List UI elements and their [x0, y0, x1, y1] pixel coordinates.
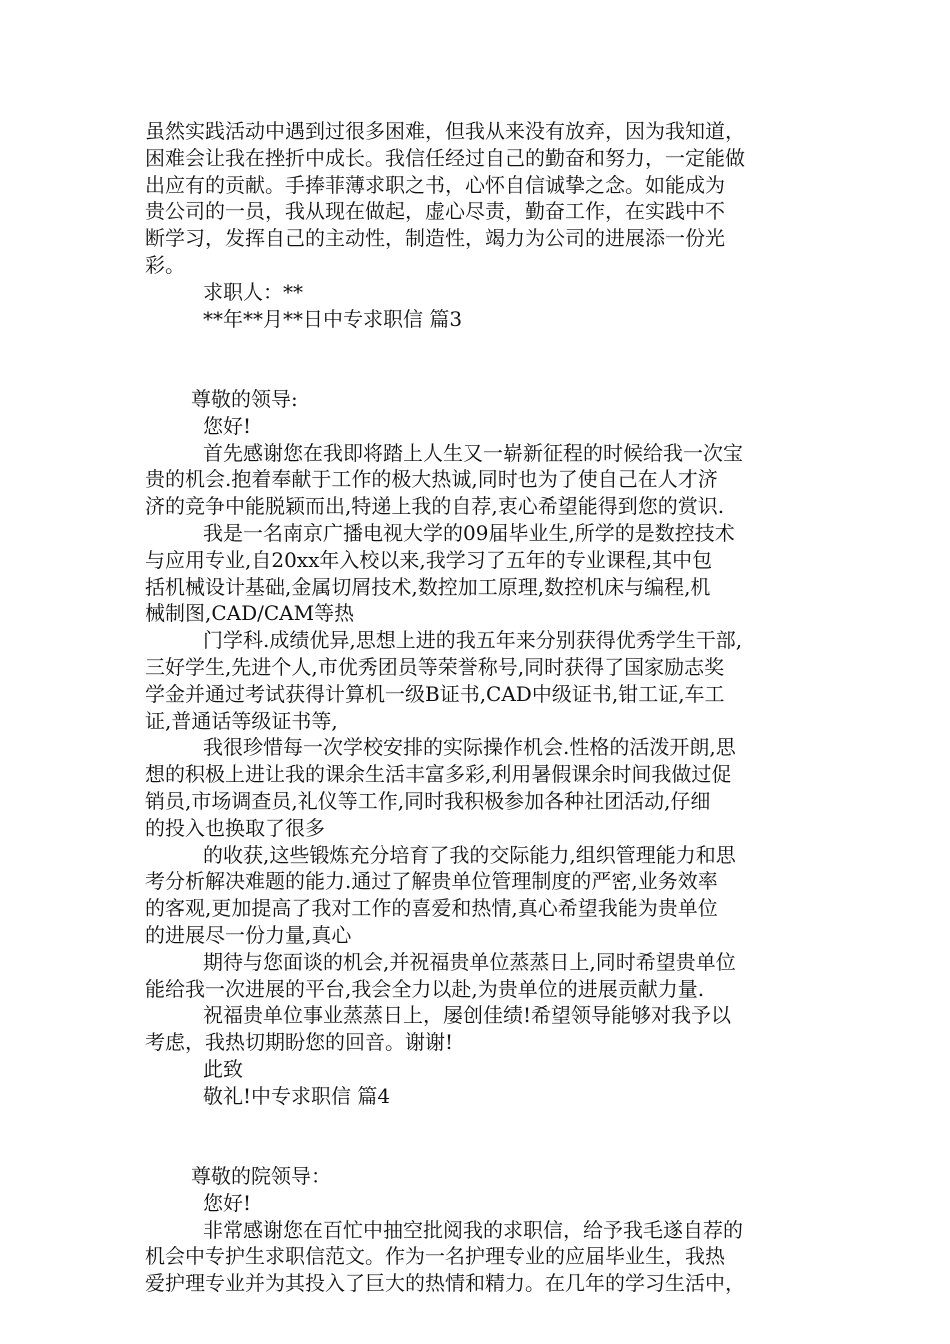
text-line: 敬礼!中专求职信 篇4: [203, 1083, 391, 1108]
text-line: 我很珍惜每一次学校安排的实际操作机会.性格的活泼开朗,思: [203, 735, 736, 760]
text-line: 彩。: [145, 252, 185, 277]
text-line: 销员,市场调查员,礼仪等工作,同时我积极参加各种社团活动,仔细: [145, 788, 711, 813]
text-line: 尊敬的领导:: [191, 386, 298, 411]
text-line: 的收获,这些锻炼充分培育了我的交际能力,组织管理能力和思: [203, 842, 736, 867]
text-line: 您好!: [203, 1190, 252, 1215]
text-line: 尊敬的院领导：: [191, 1164, 331, 1189]
text-line: 济的竞争中能脱颖而出,特递上我的自荐,衷心希望能得到您的赏识.: [145, 494, 725, 519]
text-line: 困难会让我在挫折中成长。我信任经过自己的勤奋和努力，一定能做: [145, 145, 745, 170]
section-gap: [145, 1109, 825, 1163]
text-line: 祝福贵单位事业蒸蒸日上，屡创佳绩!希望领导能够对我予以: [203, 1003, 732, 1028]
document-page: [145, 118, 825, 1297]
text-line: 与应用专业,自20xx年入校以来,我学习了五年的专业课程,其中包: [145, 547, 713, 572]
text-line: 爱护理专业并为其投入了巨大的热情和精力。在几年的学习生活中，: [145, 1271, 745, 1296]
text-line: 此致: [203, 1056, 243, 1081]
text-line: 贵的机会.抱着奉献于工作的极大热诚,同时也为了使自己在人才济: [145, 467, 718, 492]
text-line: 考虑，我热切期盼您的回音。谢谢!: [145, 1030, 454, 1055]
text-line: 的客观,更加提高了我对工作的喜爱和热情,真心希望我能为贵单位: [145, 896, 718, 921]
text-line: **年**月**日中专求职信 篇3: [203, 306, 463, 331]
text-line: 非常感谢您在百忙中抽空批阅我的求职信，给予我毛遂自荐的: [203, 1217, 743, 1242]
text-line: 的进展尽一份力量,真心: [145, 922, 352, 947]
text-line: 贵公司的一员，我从现在做起，虚心尽责，勤奋工作，在实践中不: [145, 199, 725, 224]
text-line: 期待与您面谈的机会,并祝福贵单位蒸蒸日上,同时希望贵单位: [203, 949, 736, 974]
text-line: 想的积极上进让我的课余生活丰富多彩,利用暑假课余时间我做过促: [145, 762, 732, 787]
text-line: 出应有的贡献。手捧菲薄求职之书，心怀自信诚挚之念。如能成为: [145, 172, 725, 197]
text-line: 首先感谢您在我即将踏上人生又一崭新征程的时候给我一次宝: [203, 440, 743, 465]
text-line: 械制图,CAD/CAM等热: [145, 601, 355, 626]
text-line: 您好!: [203, 413, 252, 438]
text-line: 求职人：**: [203, 279, 303, 304]
text-line: 能给我一次进展的平台,我会全力以赴,为贵单位的进展贡献力量.: [145, 976, 705, 1001]
text-line: 的投入也换取了很多: [145, 815, 325, 840]
text-line: 括机械设计基础,金属切屑技术,数控加工原理,数控机床与编程,机: [145, 574, 711, 599]
text-line: 虽然实践活动中遇到过很多困难，但我从来没有放弃，因为我知道，: [145, 119, 745, 143]
text-line: 断学习，发挥自己的主动性，制造性，竭力为公司的进展添一份光: [145, 226, 725, 251]
text-line: 机会中专护生求职信范文。作为一名护理专业的应届毕业生，我热: [145, 1244, 725, 1269]
text-line: 三好学生,先进个人,市优秀团员等荣誉称号,同时获得了国家励志奖: [145, 654, 725, 679]
text-line: 门学科.成绩优异,思想上进的我五年来分别获得优秀学生干部,: [203, 628, 743, 653]
text-line: 我是一名南京广播电视大学的09届毕业生,所学的是数控技术: [203, 520, 735, 545]
text-line: 学金并通过考试获得计算机一级B证书,CAD中级证书,钳工证,车工: [145, 681, 725, 706]
text-line: 考分析解决难题的能力.通过了解贵单位管理制度的严密,业务效率: [145, 869, 718, 894]
text-line: 证,普通话等级证书等,: [145, 708, 338, 733]
section-gap: [145, 332, 825, 386]
